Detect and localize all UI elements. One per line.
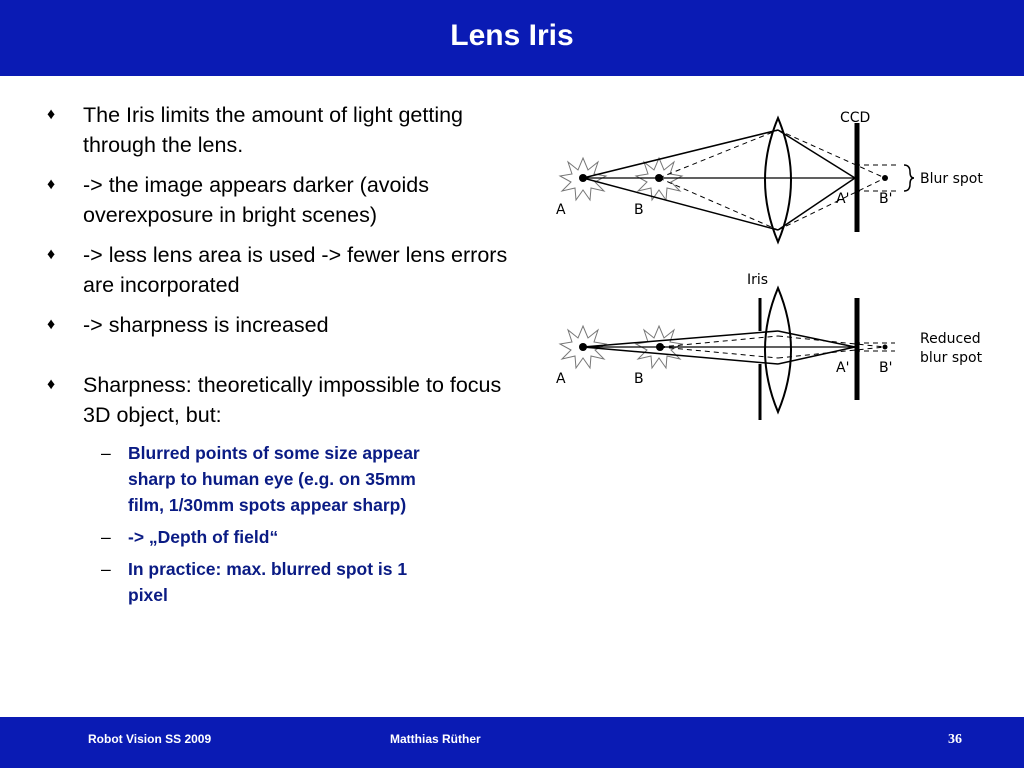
course-name: Robot Vision SS 2009 xyxy=(88,732,212,746)
diamond-bullet-icon: ♦ xyxy=(47,106,56,123)
sub-bullet-item xyxy=(45,440,428,518)
dash-bullet-icon: – xyxy=(101,559,111,579)
sub-bullet-text: -> „Depth of field“ xyxy=(128,527,279,547)
lens-iris-diagram xyxy=(552,100,1000,430)
page-number: 36 xyxy=(948,732,962,747)
reduced-spot-label-line1: Reduced xyxy=(920,331,981,347)
sub-bullet-item xyxy=(45,556,428,608)
dash-bullet-icon: – xyxy=(101,443,111,463)
bullet-item xyxy=(45,370,525,430)
diamond-bullet-icon: ♦ xyxy=(47,246,56,263)
image-a-label: A' xyxy=(836,191,850,207)
image-b-label: B' xyxy=(879,360,893,376)
sub-bullet-item xyxy=(45,524,428,550)
iris-label: Iris xyxy=(747,272,769,288)
image-b-label: B' xyxy=(879,191,893,207)
bottom-diagram xyxy=(560,288,895,420)
image-a-label: A' xyxy=(836,360,850,376)
bullet-text: Sharpness: theoretically impossible to focus 3D object, but: xyxy=(83,373,502,427)
bullet-item xyxy=(45,170,525,230)
bullet-item xyxy=(45,100,525,160)
sub-bullet-text: In practice: max. blurred spot is 1 pixel xyxy=(128,559,408,605)
bullet-text: -> sharpness is increased xyxy=(83,313,329,337)
diamond-bullet-icon: ♦ xyxy=(47,316,56,333)
bullet-text: The Iris limits the amount of light getting through the lens. xyxy=(83,103,464,157)
point-a-label: A xyxy=(556,371,566,387)
sub-bullet-text: Blurred points of some size appear sharp to human eye (e.g. on 35mm film, 1/30mm spots appear sharp) xyxy=(128,443,420,515)
top-diagram xyxy=(560,118,914,242)
slide-title: Lens Iris xyxy=(450,19,574,52)
blur-spot-label: Blur spot xyxy=(920,171,983,187)
footer-bar xyxy=(0,717,1024,768)
diamond-bullet-icon: ♦ xyxy=(47,376,56,393)
diamond-bullet-icon: ♦ xyxy=(47,176,56,193)
point-a-label: A xyxy=(556,202,566,218)
dash-bullet-icon: – xyxy=(101,527,111,547)
title-bar xyxy=(0,0,1024,76)
lens-shape xyxy=(765,288,791,412)
point-b-label: B xyxy=(634,202,644,218)
bullet-item xyxy=(45,310,525,340)
author-name: Matthias Rüther xyxy=(390,732,481,746)
point-b-label: B xyxy=(634,371,644,387)
bullet-list xyxy=(45,100,525,614)
reduced-spot-label-line2: blur spot xyxy=(920,350,983,366)
bullet-item xyxy=(45,240,525,300)
ccd-label: CCD xyxy=(840,110,871,126)
bullet-text: -> less lens area is used -> fewer lens errors are incorporated xyxy=(83,243,508,297)
bullet-text: -> the image appears darker (avoids overexposure in bright scenes) xyxy=(83,173,429,227)
